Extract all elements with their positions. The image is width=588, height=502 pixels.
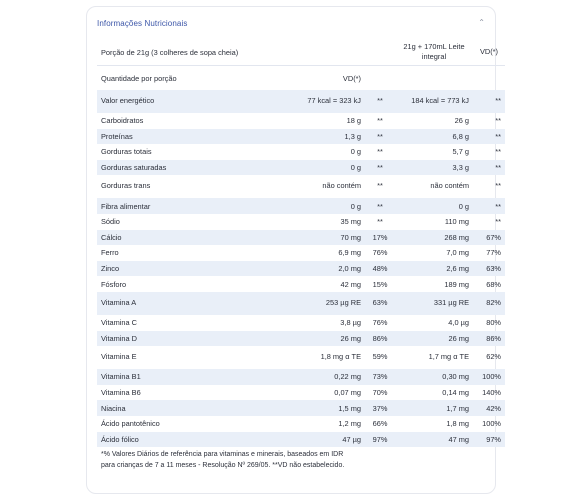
- vd-21g: 15%: [372, 279, 388, 289]
- vd-with-milk: 140%: [482, 388, 501, 398]
- amount-21g: 42 mg: [340, 279, 361, 289]
- vd-with-milk: 77%: [486, 248, 501, 258]
- table-row: [97, 129, 505, 145]
- amount-21g: 1,2 mg: [338, 419, 361, 429]
- amount-with-milk: 6,8 g: [395, 129, 473, 145]
- vd-with-milk: **: [495, 181, 501, 191]
- table-row: [97, 160, 505, 176]
- amount-21g: 253 µg RE: [275, 292, 365, 315]
- vd-with-milk: 42%: [473, 400, 505, 416]
- vd-with-milk: **: [495, 217, 501, 227]
- nutrient-name: Gorduras saturadas: [97, 160, 275, 176]
- vd-21g: 76%: [372, 318, 388, 328]
- vd-with-milk: 67%: [473, 230, 505, 246]
- nutrient-name: Ácido fólico: [97, 432, 275, 448]
- amount-with-milk: 7,0 mg: [446, 248, 469, 258]
- amount-with-milk: 4,0 µg: [448, 318, 469, 328]
- vd-with-milk: 97%: [473, 432, 505, 448]
- vd-21g: 73%: [365, 369, 395, 385]
- amount-21g: não contém: [322, 181, 361, 191]
- vd-21g: **: [365, 90, 395, 113]
- amount-21g: 2,0 mg: [275, 261, 365, 277]
- amount-with-milk: 1,7 mg α TE: [428, 352, 469, 362]
- vd-with-milk: **: [473, 129, 505, 145]
- vd-21g: **: [377, 116, 383, 126]
- nutrient-name: Niacina: [97, 400, 275, 416]
- amount-21g: 77 kcal = 323 kJ: [275, 90, 365, 113]
- nutrient-name: Zinco: [97, 261, 275, 277]
- amount-21g: 1,5 mg: [275, 400, 365, 416]
- amount-21g: 0,22 mg: [275, 369, 365, 385]
- table-row: [97, 346, 505, 369]
- nutrition-card: [86, 6, 501, 494]
- nutrient-name: Ácido pantotênico: [101, 419, 160, 429]
- amount-21g: 1,3 g: [275, 129, 365, 145]
- amount-21g: 0 g: [350, 147, 361, 157]
- vd-with-milk: 63%: [473, 261, 505, 277]
- portion-label: Porção de 21g (3 colheres de sopa cheia): [101, 47, 239, 57]
- vd-with-milk: 86%: [473, 331, 505, 347]
- vd-21g: **: [377, 147, 383, 157]
- table-row: [97, 432, 505, 448]
- vd-21g: 70%: [372, 388, 388, 398]
- table-row: [97, 292, 505, 315]
- amount-21g: 1,8 mg α TE: [320, 352, 361, 362]
- amount-with-milk: 331 µg RE: [395, 292, 473, 315]
- nutrient-name: Vitamina D: [97, 331, 275, 347]
- vd-21g: 17%: [365, 230, 395, 246]
- vd-21g: **: [365, 160, 395, 176]
- amount-with-milk: 184 kcal = 773 kJ: [395, 90, 473, 113]
- table-row: [97, 90, 505, 113]
- table-row: [97, 198, 505, 214]
- amount-with-milk: 0,14 mg: [442, 388, 469, 398]
- chevron-up-icon[interactable]: ⌃: [478, 18, 485, 27]
- table-row: [97, 214, 505, 230]
- vd-21g: **: [365, 198, 395, 214]
- vd-with-milk: **: [473, 198, 505, 214]
- table-row: [97, 230, 505, 246]
- vd-21g: 97%: [365, 432, 395, 448]
- nutrient-name: Vitamina B1: [97, 369, 275, 385]
- vd-21g: **: [377, 181, 383, 191]
- nutrient-name: Valor energético: [97, 90, 275, 113]
- vd-21g: 66%: [372, 419, 388, 429]
- amount-21g: 0 g: [275, 160, 365, 176]
- card-title: Informações Nutricionais: [97, 18, 188, 28]
- amount-with-milk: 268 mg: [395, 230, 473, 246]
- vd-with-milk: 80%: [486, 318, 501, 328]
- vd-21g: **: [377, 217, 383, 227]
- amount-with-milk: 5,7 g: [452, 147, 469, 157]
- nutrient-name: Fósforo: [101, 279, 127, 289]
- vd-21g: 63%: [365, 292, 395, 315]
- nutrient-name: Gorduras trans: [101, 181, 151, 191]
- vd-with-milk: 100%: [473, 369, 505, 385]
- nutrient-name: Ferro: [101, 248, 119, 258]
- table-row: [97, 400, 505, 416]
- amount-21g: 0 g: [275, 198, 365, 214]
- vd-21g: 76%: [372, 248, 388, 258]
- nutrient-name: Vitamina C: [101, 318, 138, 328]
- nutrient-name: Vitamina A: [97, 292, 275, 315]
- table-row: [97, 261, 505, 277]
- footnote: *% Valores Diários de referência para vitaminas e minerais, baseados em IDR para crianças de 7 a 11 meses - Resolução Nº 269/05. **VD não estabelecido.: [101, 451, 345, 469]
- nutrient-name: Proteínas: [97, 129, 275, 145]
- table-row: [97, 331, 505, 347]
- amount-21g: 35 mg: [340, 217, 361, 227]
- nutrient-name: Vitamina B6: [101, 388, 141, 398]
- nutrient-name: Carboidratos: [101, 116, 144, 126]
- amount-with-milk: 26 mg: [395, 331, 473, 347]
- amount-with-milk: 26 g: [454, 116, 469, 126]
- amount-21g: 3,8 µg: [340, 318, 361, 328]
- amount-with-milk: 1,8 mg: [446, 419, 469, 429]
- nutrient-name: Vitamina E: [101, 352, 137, 362]
- table-row: [97, 144, 505, 160]
- amount-21g: 26 mg: [275, 331, 365, 347]
- amount-with-milk: 1,7 mg: [395, 400, 473, 416]
- amount-with-milk: 189 mg: [444, 279, 469, 289]
- amount-with-milk: não contém: [430, 181, 469, 191]
- vd-with-milk: **: [495, 116, 501, 126]
- table-row: [97, 276, 505, 292]
- amount-21g: 47 µg: [275, 432, 365, 448]
- amount-with-milk: 0,30 mg: [395, 369, 473, 385]
- vd-21g: 48%: [365, 261, 395, 277]
- amount-21g: 18 g: [346, 116, 361, 126]
- amount-21g: 0,07 mg: [334, 388, 361, 398]
- qty-label: Quantidade por porção: [97, 66, 275, 91]
- table-row: [97, 385, 505, 401]
- amount-with-milk: 3,3 g: [395, 160, 473, 176]
- col-milk-header: 21g + 170mL Leite integral: [403, 42, 465, 61]
- col-vd-header: VD(*): [479, 47, 499, 57]
- amount-with-milk: 47 mg: [395, 432, 473, 448]
- nutrition-table: [97, 39, 505, 447]
- vd-with-milk: 62%: [486, 352, 501, 362]
- table-row: [97, 113, 505, 129]
- vd-with-milk: **: [495, 147, 501, 157]
- table-row: [97, 369, 505, 385]
- vd-with-milk: 68%: [486, 279, 501, 289]
- vd-21g: **: [365, 129, 395, 145]
- table-header-row: [97, 39, 505, 66]
- vd-with-milk: 82%: [473, 292, 505, 315]
- vd-with-milk: 100%: [482, 419, 501, 429]
- table-row: [97, 245, 505, 261]
- qty-row: [97, 66, 505, 91]
- vd-21g: 86%: [365, 331, 395, 347]
- vd-21g: 59%: [372, 352, 388, 362]
- amount-21g: 6,9 mg: [338, 248, 361, 258]
- table-row: [97, 315, 505, 331]
- vd-with-milk: **: [473, 90, 505, 113]
- table-row: [97, 175, 505, 198]
- table-row: [97, 416, 505, 432]
- vd-21g: 37%: [365, 400, 395, 416]
- amount-with-milk: 0 g: [395, 198, 473, 214]
- vd-with-milk: **: [473, 160, 505, 176]
- nutrient-name: Fibra alimentar: [97, 198, 275, 214]
- amount-with-milk: 110 mg: [444, 217, 469, 227]
- amount-with-milk: 2,6 mg: [395, 261, 473, 277]
- amount-21g: 70 mg: [275, 230, 365, 246]
- card-header[interactable]: [97, 16, 485, 30]
- qty-vd: VD(*): [275, 66, 365, 91]
- nutrient-name: Gorduras totais: [101, 147, 152, 157]
- nutrient-name: Cálcio: [97, 230, 275, 246]
- nutrient-name: Sódio: [101, 217, 120, 227]
